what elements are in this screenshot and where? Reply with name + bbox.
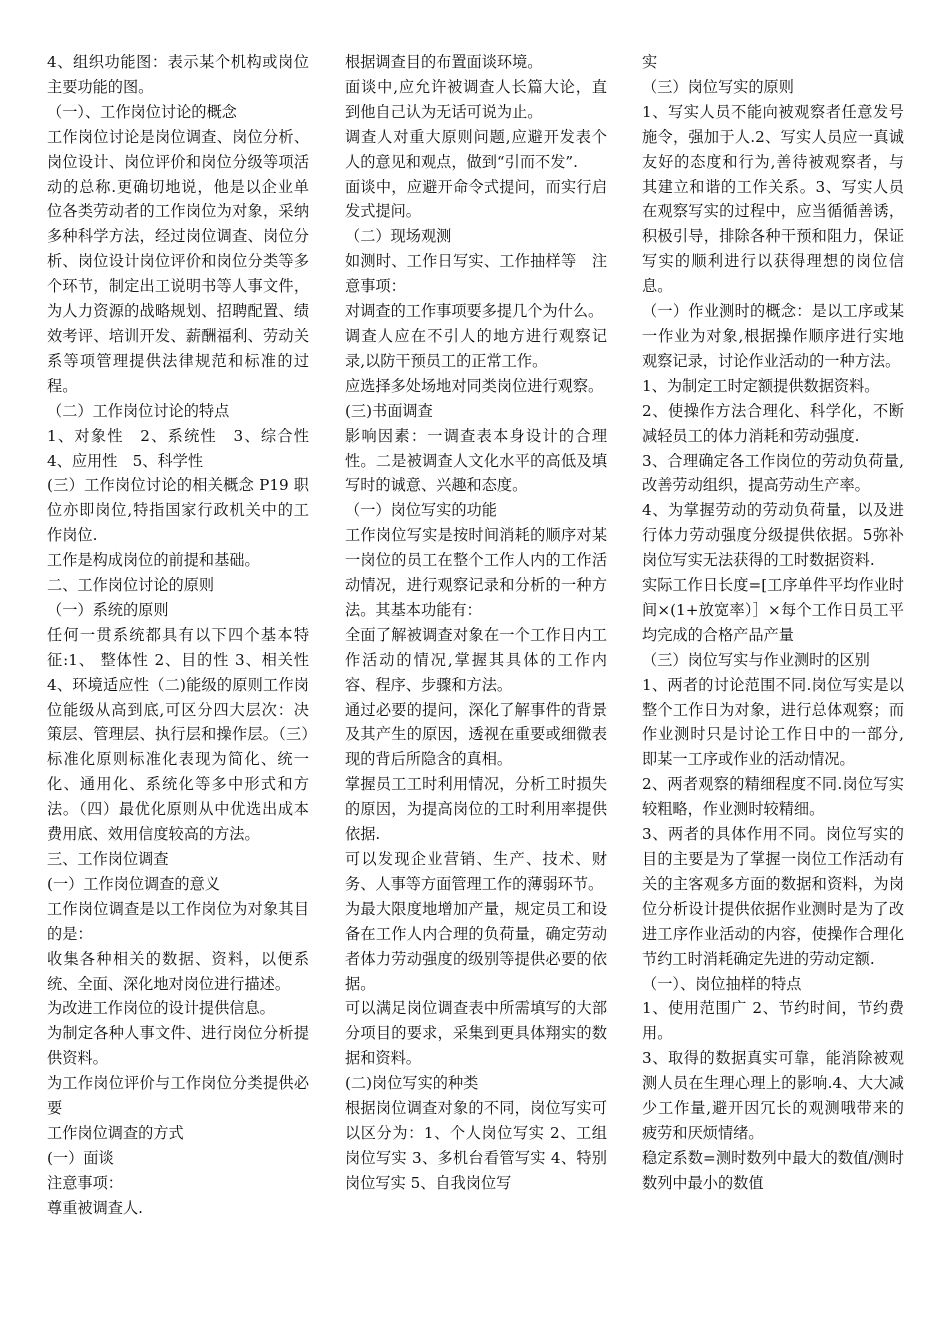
paragraph: 1、为制定工时定额提供数据资料。 <box>642 376 880 395</box>
paragraph: 尊重被调查人. <box>47 1198 143 1217</box>
paragraph: 收集各种相关的数据、资料，以便系统、全面、深化地对岗位进行描述。 <box>47 949 309 993</box>
paragraph: 工作岗位调查是以工作岗位为对象其目的是： <box>47 899 309 943</box>
paragraph: 面谈中，应避开命令式提问，而实行启发式提问。 <box>345 177 607 221</box>
paragraph: （二）现场观测 <box>345 227 452 246</box>
paragraph: 为改进工作岗位的设计提供信息。 <box>47 999 275 1018</box>
paragraph: 工作是构成岗位的前提和基础。 <box>47 551 260 570</box>
paragraph: 为制定各种人事文件、进行岗位分析提供资料。 <box>47 1024 309 1068</box>
paragraph: (三)书面调查 <box>345 401 433 420</box>
paragraph: 影响因素：一调查表本身设计的合理性。二是被调查人文化水平的高低及填写时的诚意、兴趣和态度。 <box>345 426 607 495</box>
paragraph: 实 <box>642 53 658 71</box>
paragraph: 工作岗位调查的方式 <box>47 1123 184 1142</box>
paragraph: （三）岗位写实与作业测时的区别 <box>642 650 870 669</box>
paragraph: （一）作业测时的概念：是以工序或某一作业为对象,根据操作顺序进行实地观察记录，讨论作业活动的一种方法。 <box>642 302 904 370</box>
paragraph: 4、为掌握劳动的劳动负荷量，以及进行体力劳动强度分级提供依据。5弥补岗位写实无法获得的工时数据资料. <box>642 501 904 570</box>
paragraph: 如测时、工作日写实、工作抽样等 注意事项： <box>345 252 607 296</box>
paragraph: （一）、工作岗位讨论的概念 <box>47 102 237 121</box>
text-column-middle <box>345 50 607 1196</box>
paragraph: 1、对象性 2、系统性 3、综合性 4、应用性 5、科学性 <box>47 426 325 470</box>
text-column-left <box>47 50 325 1221</box>
paragraph: 2、两者观察的精细程度不同.岗位写实较粗略，作业测时较精细。 <box>642 775 904 819</box>
paragraph: （三）岗位写实的原则 <box>642 77 794 96</box>
paragraph: 可以发现企业营销、生产、技术、财务、人事等方面管理工作的薄弱环节。 <box>345 850 607 893</box>
paragraph: 1、使用范围广 2、节约时间，节约费用。 <box>642 999 904 1043</box>
paragraph: 3、两者的具体作用不同。岗位写实的目的主要是为了掌握一岗位工作活动有关的主客观多方面的数据和资料，为岗位分析设计提供依据作业测时是为了改进工序作业活动的内容，使操作合理化节约工时消耗确定先进的劳动定额. <box>642 825 904 968</box>
paragraph: 为工作岗位评价与工作岗位分类提供必要 <box>47 1074 309 1118</box>
paragraph: 3、合理确定各工作岗位的劳动负荷量,改善劳动组织，提高劳动生产率。 <box>642 451 904 495</box>
paragraph: 二、工作岗位讨论的原则 <box>47 576 215 595</box>
paragraph: 可以满足岗位调查表中所需填写的大部分项目的要求，采集到更具体翔实的数据和资料。 <box>345 999 607 1068</box>
paragraph: 稳定系数=测时数列中最大的数值/测时数列中最小的数值 <box>642 1148 904 1192</box>
paragraph: 根据调查目的布置面谈环境。 <box>345 53 543 71</box>
paragraph: 三、工作岗位调查 <box>47 850 169 868</box>
paragraph: 工作岗位写实是按时间消耗的顺序对某一岗位的员工在整个工作人内的工作活动情况，进行观察记录和分析的一种方法。其基本功能有： <box>345 526 607 619</box>
paragraph: 4、组织功能图：表示某个机构或岗位主要功能的图。 <box>47 53 309 96</box>
paragraph: （二）工作岗位讨论的特点 <box>47 401 230 420</box>
paragraph: 掌握员工工时利用情况，分析工时损失的原因，为提高岗位的工时利用率提供依据. <box>345 775 607 844</box>
paragraph: 对调查的工作事项要多提几个为什么。 <box>345 302 604 321</box>
paragraph: (二)岗位写实的种类 <box>345 1074 479 1093</box>
paragraph: (一）工作岗位调查的意义 <box>47 874 220 893</box>
paragraph: （一）岗位写实的功能 <box>345 501 497 520</box>
paragraph: 通过必要的提问，深化了解事件的背景及其产生的原因，透视在重要或细微表现的背后所隐含的真相。 <box>345 700 607 769</box>
paragraph: 1、写实人员不能向被观察者任意发号施令，强加于人.2、写实人员应一真诚友好的态度和行为,善待被观察者，与其建立和谐的工作关系。3、写实人员在观察写实的过程中，应当循循善诱，积极引导，排除各种干预和阻力，保证写实的顺利进行以获得理想的岗位信息。 <box>642 102 904 296</box>
paragraph: 1、两者的讨论范围不同.岗位写实是以整个工作日为对象，进行总体观察；而作业测时只是讨论工作日中的一部分,即某一工序或作业的活动情况。 <box>642 675 904 769</box>
paragraph: (三）工作岗位讨论的相关概念 P19 职位亦即岗位,特指国家行政机关中的工作岗位. <box>47 476 309 545</box>
paragraph: 工作岗位讨论是岗位调查、岗位分析、岗位设计、岗位评价和岗位分级等项活动的总称.更确切地说，他是以企业单位各类劳动者的工作岗位为对象，采纳多种科学方法，经过岗位调查、岗位分析、岗位设计岗位评价和岗位分类等多个环节，制定出工说明书等人事文件，为人力资源的战略规划、招聘配置、绩效考评、培训开发、薪酬福利、劳动关系等项管理提供法律规范和标准的过程。 <box>47 127 309 395</box>
paragraph: 根据岗位调查对象的不同，岗位写实可以区分为：1、个人岗位写实 2、工组岗位写实 3、多机台看管写实 4、特别岗位写实 5、自我岗位写 <box>345 1099 607 1192</box>
paragraph: （一）、岗位抽样的特点 <box>642 974 802 993</box>
paragraph: 3、取得的数据真实可靠，能消除被观测人员在生理心理上的影响.4、大大减少工作量,避开因冗长的观测哦带来的疲劳和厌烦情绪。 <box>642 1049 904 1142</box>
paragraph: 注意事项： <box>47 1173 123 1192</box>
paragraph: 调查人应在不引人的地方进行观察记录,以防干预员工的正常工作。 <box>345 326 607 370</box>
text-column-right <box>642 50 904 1196</box>
paragraph: （一）系统的原则 <box>47 600 169 619</box>
paragraph: 任何一贯系统都具有以下四个基本特征:1、 整体性 2、目的性 3、相关性 4、环境适应性（二)能级的原则工作岗位能级从高到底,可区分四大层次：决策层、管理层、执行层和操作层。（三）标准化原则标准化表现为简化、统一化、通用化、系统化等多中形式和方法。（四）最优化原则从中优选出成本费用底、效用信度较高的方法。 <box>47 625 309 844</box>
paragraph: 2、使操作方法合理化、科学化，不断减轻员工的体力消耗和劳动强度. <box>642 401 904 445</box>
paragraph: 全面了解被调查对象在一个工作日内工作活动的情况,掌握其具体的工作内容、程序、步骤和方法。 <box>345 625 607 694</box>
paragraph: (一）面谈 <box>47 1148 114 1167</box>
paragraph: 调查人对重大原则问题,应避开发表个人的意见和观点，做到“引而不发”. <box>345 127 607 171</box>
paragraph: 实际工作日长度=[工序单件平均作业时间×(1+放宽率）］×每个工作日员工平均完成的合格产品产量 <box>642 576 904 644</box>
paragraph: 面谈中,应允许被调查人长篇大论，直到他自己认为无话可说为止。 <box>345 77 607 121</box>
paragraph: 为最大限度地增加产量，规定员工和设备在工作人内合理的负荷量，确定劳动者体力劳动强度的级别等提供必要的依据。 <box>345 899 607 993</box>
paragraph: 应选择多处场地对同类岗位进行观察。 <box>345 376 604 395</box>
